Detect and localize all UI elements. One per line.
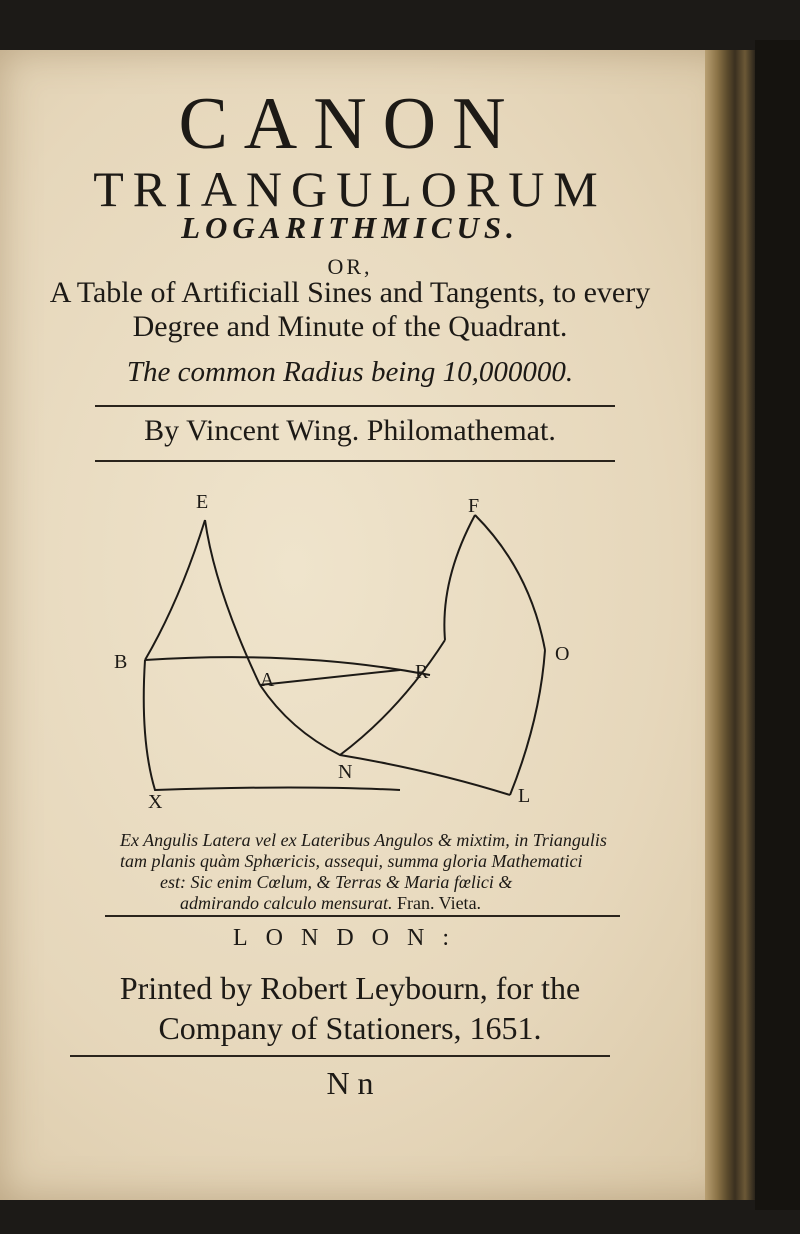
dark-background bbox=[755, 40, 800, 1210]
title-canon: CANON bbox=[178, 83, 522, 165]
signature-mark: N n bbox=[326, 1065, 374, 1101]
latin-quotation bbox=[120, 830, 620, 914]
arc-be bbox=[145, 520, 205, 660]
label-f: F bbox=[468, 495, 480, 517]
label-e: E bbox=[196, 491, 209, 513]
author-line: By Vincent Wing. Philomathemat. bbox=[144, 414, 556, 447]
rule-author bbox=[95, 460, 615, 462]
arc-ar bbox=[260, 670, 400, 685]
arc-ea bbox=[205, 520, 260, 685]
book-spine bbox=[705, 50, 755, 1200]
label-a: A bbox=[260, 669, 275, 691]
quote-line-1: Ex Angulis Latera vel ex Lateribus Angulos & mixtim, in Triangulis bbox=[120, 830, 607, 850]
subtitle-line-2: Degree and Minute of the Quadrant. bbox=[132, 310, 568, 343]
rule-top bbox=[95, 405, 615, 407]
arc-fo bbox=[475, 515, 545, 650]
subtitle-line-1: A Table of Artificiall Sines and Tangents, to every bbox=[49, 276, 651, 309]
title-or: OR, bbox=[327, 254, 373, 279]
quote-attribution: Fran. Vieta. bbox=[396, 893, 482, 913]
spherical-triangle-diagram bbox=[100, 490, 590, 810]
title-triangulorum: TRIANGULORUM bbox=[93, 161, 607, 217]
label-l: L bbox=[518, 785, 531, 807]
label-o: O bbox=[555, 643, 570, 665]
quote-line-4: admirando calculo mensurat. bbox=[180, 893, 393, 913]
arc-ol bbox=[510, 650, 545, 795]
title-logarithmicus: LOGARITHMICUS. bbox=[181, 210, 519, 245]
rule-quote bbox=[105, 915, 620, 917]
imprint-city: LONDON: bbox=[233, 925, 467, 951]
arc-an-r bbox=[260, 640, 445, 755]
quote-line-3: est: Sic enim Cœlum, & Terras & Maria fœlici & bbox=[160, 872, 513, 892]
label-r: R bbox=[415, 661, 429, 683]
label-b: B bbox=[114, 651, 128, 673]
radius-line: The common Radius being 10,000000. bbox=[126, 356, 574, 388]
label-x: X bbox=[148, 791, 163, 810]
arc-fr bbox=[444, 515, 475, 640]
rule-bottom bbox=[70, 1055, 610, 1057]
imprint-line-1: Printed by Robert Leybourn, for the bbox=[119, 970, 581, 1006]
quote-last-line bbox=[120, 893, 620, 914]
quote-line-2: tam planis quàm Sphæricis, assequi, summa gloria Mathematici bbox=[120, 851, 583, 871]
label-n: N bbox=[338, 761, 353, 783]
imprint-line-2: Company of Stationers, 1651. bbox=[158, 1010, 542, 1046]
